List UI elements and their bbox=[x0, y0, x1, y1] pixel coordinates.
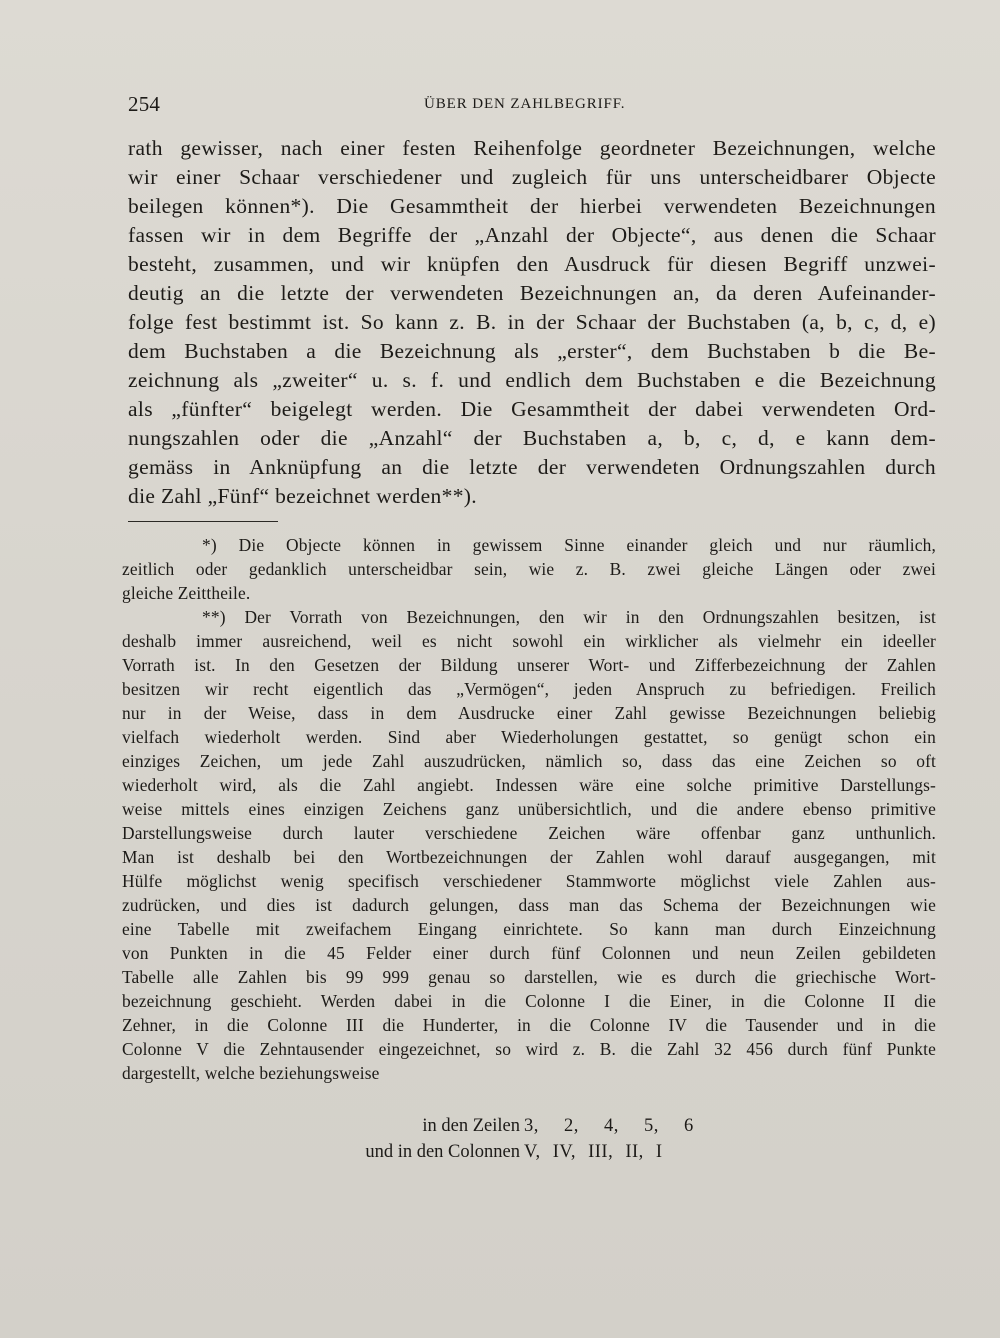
footnote-line: einziges Zeichen, um jede Zahl auszudrücken, nämlich so, dass das eine Zeichen so oft bbox=[122, 751, 936, 771]
row-label: und in den Colonnen bbox=[365, 1142, 520, 1162]
footnote-line: Man ist deshalb bei den Wortbezeichnungen der Zahlen wohl darauf ausgegangen, mit bbox=[122, 847, 936, 867]
footnote-line: **) Der Vorrath von Bezeichnungen, den wir in den Ordnungszahlen besitzen, ist bbox=[202, 607, 936, 627]
row-values: 3, 2, 4, 5, 6 bbox=[524, 1116, 694, 1136]
footnote-line: Zehner, in die Colonne III die Hunderter, in die Colonne IV die Tausender und in die bbox=[122, 1015, 936, 1035]
text-line: gemäss in Anknüpfung an die letzte der verwendeten Ordnungszahlen durch bbox=[128, 455, 936, 479]
footnote-line: weise mittels eines einzigen Zeichens ganz unübersichtlich, und die andere ebenso primitive bbox=[122, 799, 936, 819]
text-line: beilegen können*). Die Gesammtheit der hierbei verwendeten Bezeichnungen bbox=[128, 194, 936, 218]
table-row bbox=[320, 1138, 740, 1166]
footnote-rule bbox=[128, 521, 278, 522]
footnote-line: zudrücken, und dies ist dadurch gelungen, dass man das Schema der Bezeichnungen wie bbox=[122, 895, 936, 915]
footnote-line: besitzen wir recht eigentlich das „Vermögen“, jeden Anspruch zu befriedigen. Freilich bbox=[122, 679, 936, 699]
footnote-line: Hülfe möglichst wenig specifisch verschiedener Stammworte möglichst viele Zahlen aus- bbox=[122, 871, 936, 891]
running-title: ÜBER DEN ZAHLBEGRIFF. bbox=[424, 96, 626, 112]
footnote-line: eine Tabelle mit zweifachem Eingang einrichtete. So kann man durch Einzeichnung bbox=[122, 919, 936, 939]
footnote-line: bezeichnung geschieht. Werden dabei in die Colonne I die Einer, in die Colonne II die bbox=[122, 991, 936, 1011]
text-line: besteht, zusammen, und wir knüpfen den Ausdruck für diesen Begriff unzwei- bbox=[128, 252, 936, 276]
positions-table bbox=[320, 1112, 740, 1172]
text-line: rath gewisser, nach einer festen Reihenfolge geordneter Bezeichnungen, welche bbox=[128, 136, 936, 160]
text-line: dem Buchstaben a die Bezeichnung als „erster“, dem Buchstaben b die Be- bbox=[128, 339, 936, 363]
footnote-line: deshalb immer ausreichend, weil es nicht sowohl ein wirklicher als vielmehr ein ideeller bbox=[122, 631, 936, 651]
footnote-line: nur in der Weise, dass in dem Ausdrucke einer Zahl gewisse Bezeichnungen beliebig bbox=[122, 703, 936, 723]
text-line: folge fest bestimmt ist. So kann z. B. in der Schaar der Buchstaben (a, b, c, d, e) bbox=[128, 310, 936, 334]
footnote-line: *) Die Objecte können in gewissem Sinne einander gleich und nur räumlich, bbox=[202, 535, 936, 555]
footnote-line: gleiche Zeittheile. bbox=[122, 583, 251, 603]
text-line: wir einer Schaar verschiedener und zugleich für uns unterscheidbarer Objecte bbox=[128, 165, 936, 189]
footnote-line: vielfach wiederholt werden. Sind aber Wiederholungen gestattet, so genügt schon ein bbox=[122, 727, 936, 747]
footnote-line: Darstellungsweise durch lauter verschiedene Zeichen wäre offenbar ganz unthunlich. bbox=[122, 823, 936, 843]
text-line: die Zahl „Fünf“ bezeichnet werden**). bbox=[128, 484, 478, 508]
footnote-line: von Punkten in die 45 Felder einer durch fünf Colonnen und neun Zeilen gebildeten bbox=[122, 943, 936, 963]
row-values: V, IV, III, II, I bbox=[524, 1142, 663, 1162]
footnote-line: wiederholt wird, als die Zahl angiebt. Indessen wäre eine solche primitive Darstellungs- bbox=[122, 775, 936, 795]
running-head bbox=[128, 92, 936, 122]
footnote-line: Vorrath ist. In den Gesetzen der Bildung unserer Wort- und Zifferbezeichnung der Zahlen bbox=[122, 655, 936, 675]
text-line: fassen wir in dem Begriffe der „Anzahl der Objecte“, aus denen die Schaar bbox=[128, 223, 936, 247]
text-line: nungszahlen oder die „Anzahl“ der Buchstaben a, b, c, d, e kann dem- bbox=[128, 426, 936, 450]
footnote-line: dargestellt, welche beziehungsweise bbox=[122, 1063, 380, 1083]
row-label: in den Zeilen bbox=[422, 1116, 520, 1136]
table-row bbox=[320, 1112, 740, 1140]
footnote-line: Tabelle alle Zahlen bis 99 999 genau so darstellen, wie es durch die griechische Wort- bbox=[122, 967, 936, 987]
text-line: deutig an die letzte der verwendeten Bezeichnungen an, da deren Aufeinander- bbox=[128, 281, 936, 305]
main-text bbox=[128, 134, 936, 511]
footnote-line: Colonne V die Zehntausender eingezeichnet, so wird z. B. die Zahl 32 456 durch fünf Punkte bbox=[122, 1039, 936, 1059]
text-line: als „fünfter“ beigelegt werden. Die Gesammtheit der dabei verwendeten Ord- bbox=[128, 397, 936, 421]
page-number: 254 bbox=[128, 92, 161, 116]
footnote-line: zeitlich oder gedanklich unterscheidbar sein, wie z. B. zwei gleiche Längen oder zwei bbox=[122, 559, 936, 579]
footnotes bbox=[122, 533, 936, 1085]
text-line: zeichnung als „zweiter“ u. s. f. und endlich dem Buchstaben e die Bezeichnung bbox=[128, 368, 936, 392]
